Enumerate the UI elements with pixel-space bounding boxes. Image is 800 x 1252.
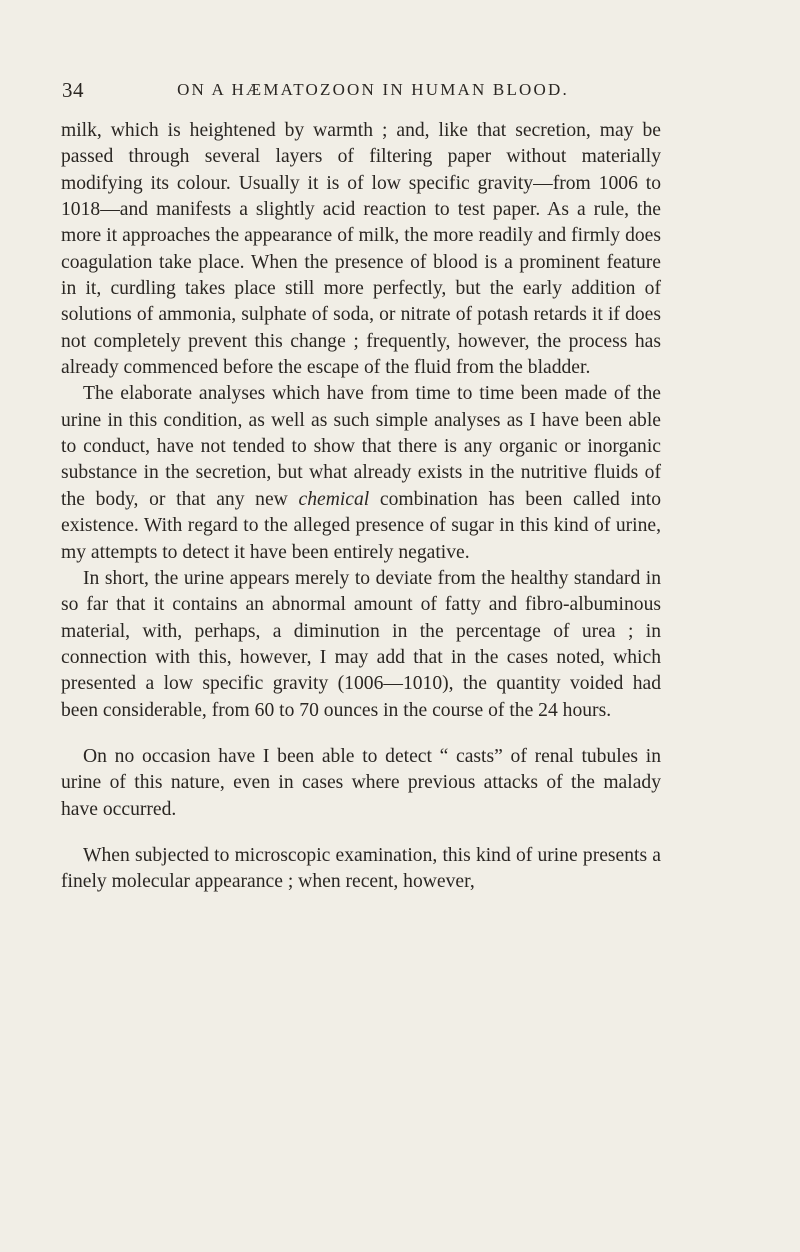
body-text — [61, 118, 661, 896]
paragraph-analyses-emphasis: chemical — [298, 488, 370, 510]
paragraph-milk-properties: milk, which is heightened by warmth ; and, like that secretion, may be passed through several layers of filtering paper without materially modifying its colour. Usually it is of low specific gravity—from 1006 to 1018—and manifests a slightly acid reaction to test paper. As a rule, the more it approaches the appearance of milk, the more readily and firmly does coagulation take place. When the presence of blood is a prominent feature in it, curdling takes place still more perfectly, but the early addition of solutions of ammonia, sulphate of soda, or nitrate of potash retards it if does not completely prevent this change ; frequently, however, the process has already commenced before the escape of the fluid from the bladder. — [61, 120, 661, 379]
paragraph-analyses-text-before: The elaborate analyses which have from time to time been made of the urine in this condition, as well as such simple analyses as I have been able to conduct, have not tended to show that there is any organic or inorganic substance in the secretion, but what already exists in the nutritive fluids of the body, or that any new — [61, 383, 661, 510]
paragraph-summary: In short, the urine appears merely to deviate from the healthy standard in so far that it contains an abnormal amount of fatty and fibro-albuminous material, with, perhaps, a diminution in the percentage of urea ; in connection with this, however, I may add that in the cases noted, which presented a low specific gravity (1006—1010), the quantity voided had been considerable, from 60 to 70 ounces in the course of the 24 hours. — [61, 567, 661, 721]
paragraph-analyses — [61, 381, 661, 565]
page-number: 34 — [62, 78, 84, 102]
paragraph-analyses-text-after: combination has been called into existence. With regard to the alleged presence of sugar in this kind of urine, my attempts to detect it have been entirely negative. — [61, 488, 661, 563]
paragraph-microscopic: When subjected to microscopic examination, this kind of urine presents a finely molecular appearance ; when recent, however, — [61, 844, 661, 893]
paragraph-casts: On no occasion have I been able to detect “ casts” of renal tubules in urine of this nature, even in cases where previous attacks of the malady have occurred. — [61, 745, 661, 820]
running-title: ON A HÆMATOZOON IN HUMAN BLOOD. — [177, 80, 569, 99]
running-head — [62, 78, 658, 108]
